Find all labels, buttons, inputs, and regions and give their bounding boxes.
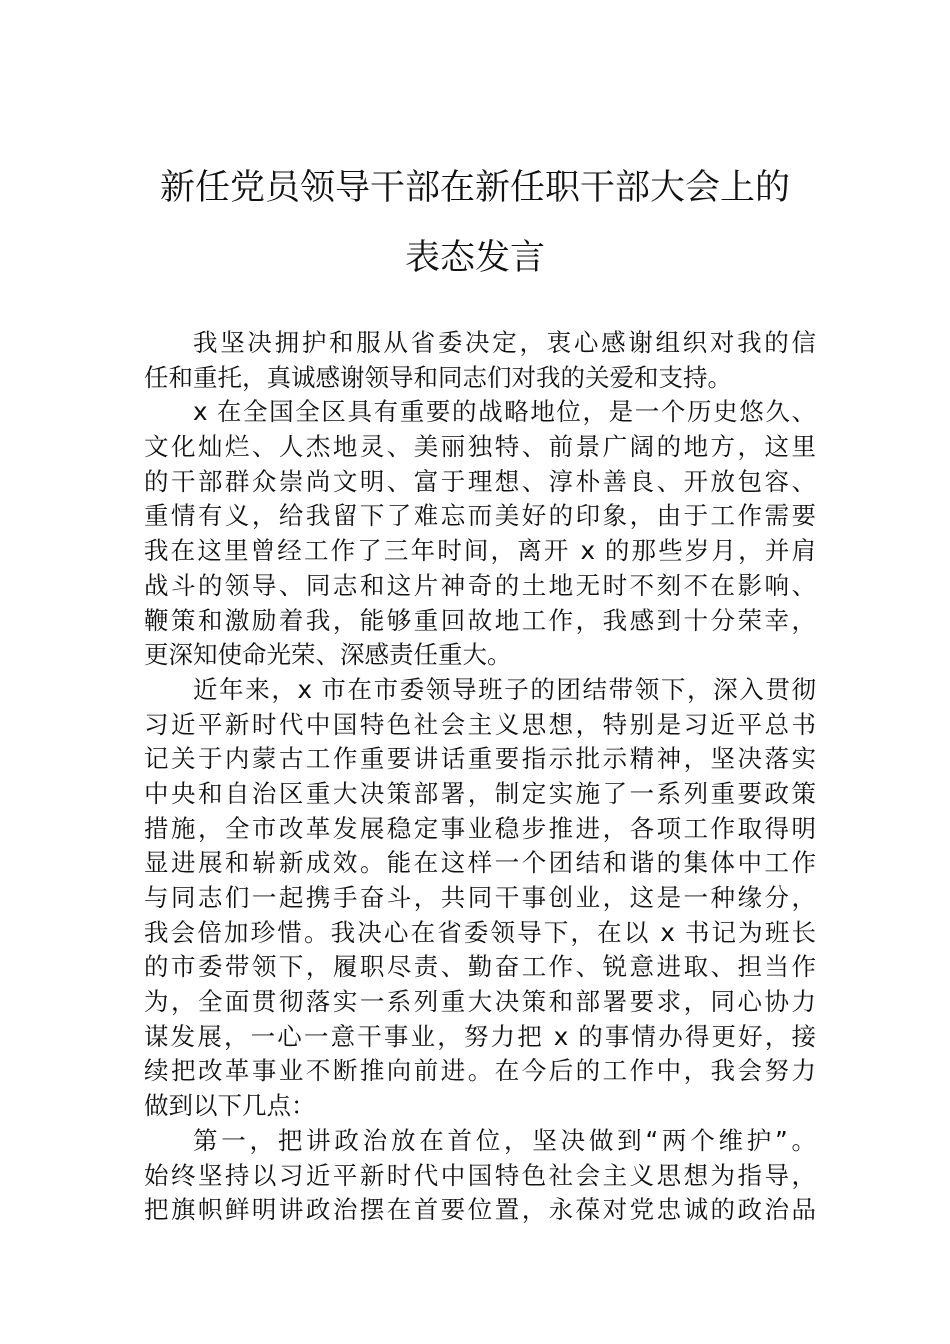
- body-text-line: 第一，把讲政治放在首位，坚决做到“两个维护”。: [193, 1125, 816, 1155]
- body-text-line: 记关于内蒙古工作重要讲话重要指示批示精神，坚决落实: [144, 744, 816, 774]
- body-text-line: 的干部群众崇尚文明、富于理想、淳朴善良、开放包容、: [144, 466, 816, 496]
- body-text-line: x 在全国全区具有重要的战略地位，是一个历史悠久、: [193, 397, 816, 427]
- body-text-line: 显进展和崭新成效。能在这样一个团结和谐的集体中工作: [144, 848, 816, 878]
- body-text-line: 中央和自治区重大决策部署，制定实施了一系列重要政策: [144, 778, 816, 808]
- body-text-line: 近年来，x 市在市委领导班子的团结带领下，深入贯彻: [193, 674, 816, 704]
- body-text-line: 续把改革事业不断推向前进。在今后的工作中，我会努力: [144, 1056, 816, 1086]
- body-text-line: 我在这里曾经工作了三年时间，离开 x 的那些岁月，并肩: [144, 536, 816, 566]
- body-text-line: 与同志们一起携手奋斗，共同干事创业，这是一种缘分，: [144, 883, 816, 912]
- body-text-line: 措施，全市改革发展稳定事业稳步推进，各项工作取得明: [144, 813, 816, 843]
- document-title-line-2: 表态发言: [404, 238, 545, 278]
- body-text-line: 鞭策和激励着我，能够重回故地工作，我感到十分荣幸，: [144, 605, 816, 635]
- body-text-line: 做到以下几点：: [144, 1091, 316, 1121]
- document-body: [144, 326, 816, 1228]
- body-text-line: 我坚决拥护和服从省委决定，衷心感谢组织对我的信: [193, 328, 816, 357]
- body-text-line: 任和重托，真诚感谢领导和同志们对我的关爱和支持。: [144, 362, 732, 392]
- body-text-line: 战斗的领导、同志和这片神奇的土地无时不刻不在影响、: [144, 570, 816, 600]
- body-text-line: 为，全面贯彻落实一系列重大决策和部署要求，同心协力: [144, 987, 816, 1017]
- body-text-line: 的市委带领下，履职尽责、勤奋工作、锐意进取、担当作: [144, 952, 816, 982]
- body-text-line: 文化灿烂、人杰地灵、美丽独特、前景广阔的地方，这里: [144, 432, 816, 462]
- body-text-line: 习近平新时代中国特色社会主义思想，特别是习近平总书: [144, 709, 816, 739]
- document-title-line-1: 新任党员领导干部在新任职干部大会上的: [159, 168, 790, 208]
- body-text-line: 更深知使命光荣、深感责任重大。: [144, 640, 512, 670]
- body-text-line: 重情有义，给我留下了难忘而美好的印象，由于工作需要: [144, 501, 816, 531]
- body-text-line: 我会倍加珍惜。我决心在省委领导下，在以 x 书记为班长: [144, 917, 816, 947]
- body-text-line: 谋发展，一心一意干事业，努力把 x 的事情办得更好，接: [144, 1021, 816, 1051]
- body-text-line: 始终坚持以习近平新时代中国特色社会主义思想为指导，: [144, 1160, 816, 1190]
- body-text-line: 把旗帜鲜明讲政治摆在首要位置，永葆对党忠诚的政治品: [144, 1195, 816, 1225]
